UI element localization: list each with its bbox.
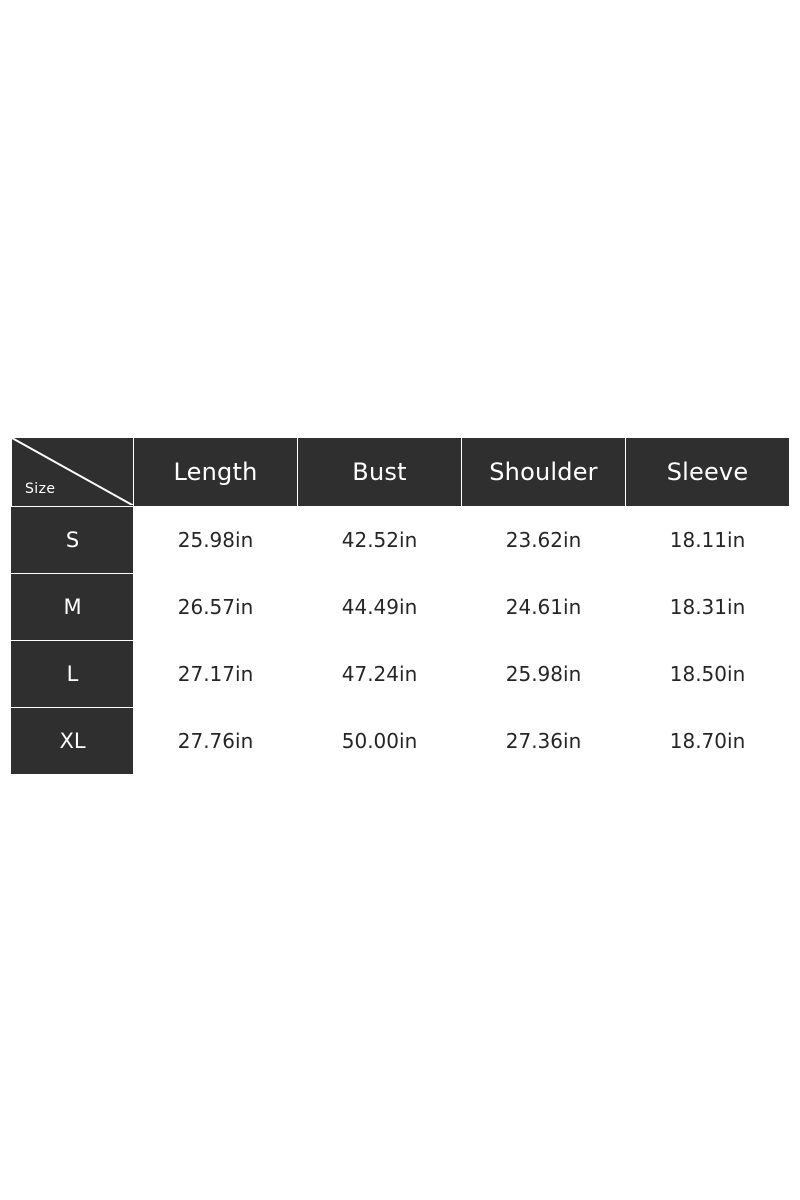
table-row <box>12 507 790 574</box>
cell-shoulder: 27.36in <box>462 708 626 775</box>
cell-length: 26.57in <box>134 574 298 641</box>
cell-shoulder: 24.61in <box>462 574 626 641</box>
table-row <box>12 708 790 775</box>
size-chart-container <box>11 437 789 775</box>
cell-length: 27.76in <box>134 708 298 775</box>
size-chart-table <box>11 437 790 775</box>
cell-bust: 42.52in <box>298 507 462 574</box>
cell-shoulder: 23.62in <box>462 507 626 574</box>
column-header-bust: Bust <box>298 438 462 507</box>
cell-bust: 47.24in <box>298 641 462 708</box>
cell-shoulder: 25.98in <box>462 641 626 708</box>
table-row <box>12 574 790 641</box>
column-header-length: Length <box>134 438 298 507</box>
size-corner-label: Size <box>25 481 56 497</box>
column-header-sleeve: Sleeve <box>626 438 790 507</box>
row-header-size: XL <box>12 708 134 775</box>
row-header-size: S <box>12 507 134 574</box>
table-header-row <box>12 438 790 507</box>
cell-sleeve: 18.31in <box>626 574 790 641</box>
cell-length: 25.98in <box>134 507 298 574</box>
cell-bust: 50.00in <box>298 708 462 775</box>
cell-sleeve: 18.70in <box>626 708 790 775</box>
table-row <box>12 641 790 708</box>
cell-sleeve: 18.50in <box>626 641 790 708</box>
cell-length: 27.17in <box>134 641 298 708</box>
column-header-shoulder: Shoulder <box>462 438 626 507</box>
size-corner-cell <box>12 438 134 507</box>
row-header-size: M <box>12 574 134 641</box>
row-header-size: L <box>12 641 134 708</box>
cell-sleeve: 18.11in <box>626 507 790 574</box>
cell-bust: 44.49in <box>298 574 462 641</box>
